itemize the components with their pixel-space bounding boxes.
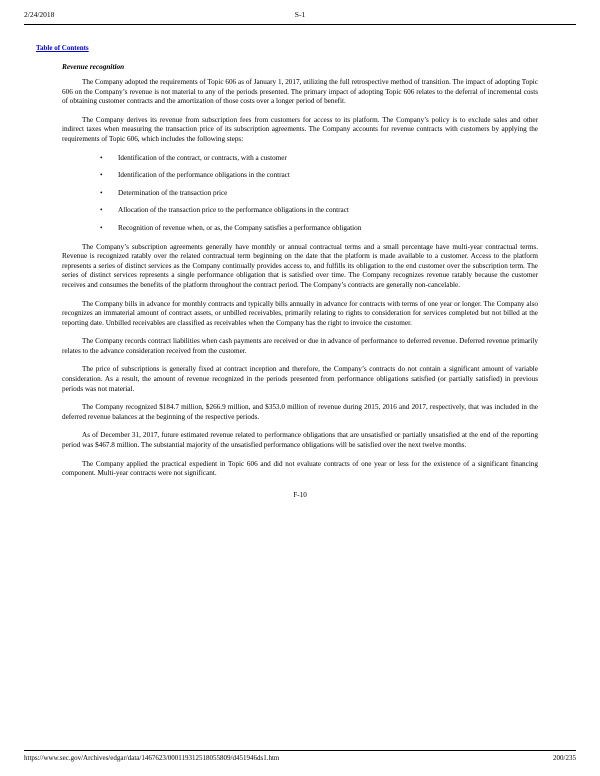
list-item-label: Allocation of the transaction price to the performance obligations in the contract <box>118 206 349 215</box>
paragraph: The Company bills in advance for monthly contracts and typically bills annually in advance for contracts with terms of one year or longer. The Company also recognizes an immaterial amount of contract assets, or unbilled receivables, primarily relating to rights to consideration for services completed but not billed at the reporting date. Unbilled receivables are classified as receivables when the Company has the right to invoice the customer. <box>62 299 538 327</box>
paragraph: The Company’s subscription agreements generally have monthly or annual contractual terms and a small percentage have multi-year contractual terms. Revenue is recognized ratably over the related contractual term beginning on the date that the platform is made available to a customer. Access to the platform represents a series of distinct services as the Company continually provides access to, and fulfills its obligation to the end customer over the subscription term. The series of distinct services represents a single performance obligation that is satisfied over time. The Company recognizes revenue ratably because the customer receives and consumes the benefits of the platform throughout the contract period. The Company’s contracts are generally non-cancelable. <box>62 242 538 289</box>
paragraph: The Company adopted the requirements of Topic 606 as of January 1, 2017, utilizing the full retrospective method of transition. The impact of adopting Topic 606 on the Company’s revenue is not material to any of the periods presented. The primary impact of adopting Topic 606 relates to the deferral of incremental costs of obtaining customer contracts and the amortization of those costs over a longer period of benefit. <box>62 78 538 106</box>
list-item-label: Determination of the transaction price <box>118 188 228 197</box>
paragraph: The Company records contract liabilities when cash payments are received or due in advance of performance to deferred revenue. Deferred revenue primarily relates to the advance consideration received from the customer. <box>62 337 538 355</box>
list-item <box>62 224 538 234</box>
bullet-icon: • <box>100 153 103 162</box>
footer-url: https://www.sec.gov/Archives/edgar/data/1467623/000119312518055809/d451946ds1.htm <box>24 754 280 762</box>
bullet-icon: • <box>100 171 103 180</box>
list-item-label: Identification of the performance obligations in the contract <box>118 171 290 180</box>
header-title: S-1 <box>294 10 306 19</box>
list-item <box>62 171 538 181</box>
paragraph: The Company applied the practical expedient in Topic 606 and did not evaluate contracts of one year or less for the existence of a significant financing component. Multi-year contracts were not significant. <box>62 459 538 478</box>
revenue-steps-list <box>62 154 538 234</box>
bullet-icon: • <box>100 206 103 215</box>
list-item <box>62 206 538 216</box>
header-divider <box>24 24 576 25</box>
list-item <box>62 189 538 199</box>
header-date: 2/24/2018 <box>24 10 55 19</box>
page-footer <box>24 754 576 762</box>
footer-page-count: 200/235 <box>553 754 576 762</box>
paragraph: As of December 31, 2017, future estimated revenue related to performance obligations that are unsatisfied or partially unsatisfied at the end of the reporting period was $467.8 million. The substantial majority of the unsatisfied performance obligations will be satisfied over the next twelve months. <box>62 431 538 450</box>
list-item-label: Identification of the contract, or contracts, with a customer <box>118 153 287 162</box>
page-number: F-10 <box>293 490 307 499</box>
document-body <box>62 62 538 499</box>
footer-divider <box>24 750 576 751</box>
table-of-contents-link[interactable]: Table of Contents <box>36 44 89 52</box>
paragraph: The Company derives its revenue from subscription fees from customers for access to its platform. The Company’s policy is to exclude sales and other indirect taxes when measuring the transaction price of its subscription agreements. The Company accounts for revenue contracts with customers by applying the requirements of Topic 606, which includes the following steps: <box>62 115 538 143</box>
bullet-icon: • <box>100 188 103 197</box>
bullet-icon: • <box>100 223 103 232</box>
page-header <box>24 10 576 19</box>
list-item <box>62 154 538 164</box>
section-title: Revenue recognition <box>62 62 125 71</box>
paragraph: The Company recognized $184.7 million, $266.9 million, and $353.0 million of revenue during 2015, 2016 and 2017, respectively, that was included in the deferred revenue balances at the beginning of the respective periods. <box>62 403 538 421</box>
paragraph: The price of subscriptions is generally fixed at contract inception and therefore, the Company’s contracts do not contain a significant amount of variable consideration. As a result, the amount of revenue recognized in the periods presented from performance obligations satisfied (or partially satisfied) in previous periods was not material. <box>62 365 538 393</box>
list-item-label: Recognition of revenue when, or as, the Company satisfies a performance obligation <box>118 223 362 232</box>
